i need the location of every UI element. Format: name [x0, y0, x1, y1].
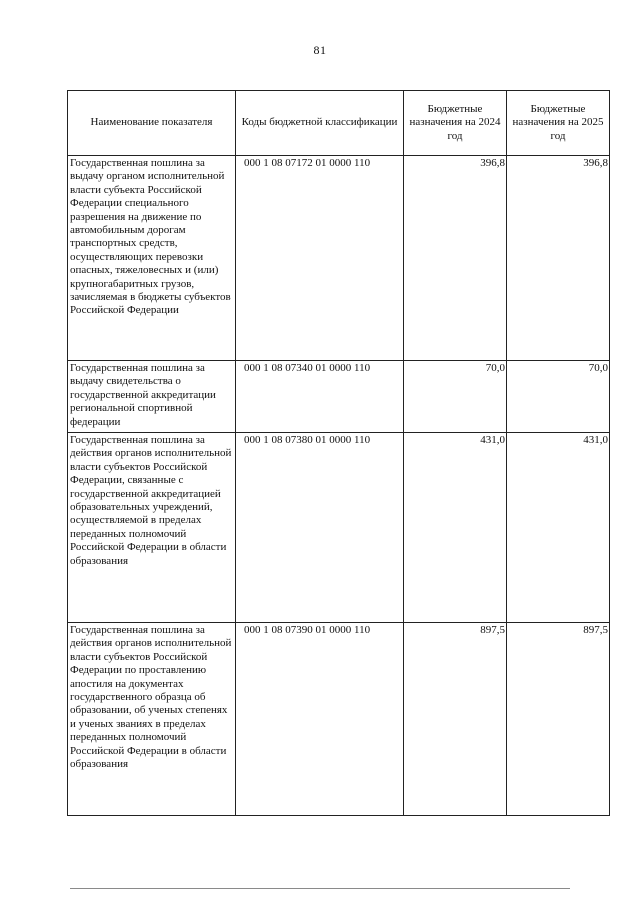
page-number: 81 [313, 43, 327, 57]
budget-revenue-table [67, 90, 610, 816]
amount-2024-cell: 897,5 [404, 623, 507, 816]
indicator-name-cell: Государственная пошлина за выдачу свидетельства о государственной аккредитации региональной спортивной федерации [68, 361, 236, 433]
amount-2024-cell: 70,0 [404, 361, 507, 433]
table-row [68, 623, 610, 816]
header-appropriations-2024: Бюджетные назначения на 2024 год [404, 91, 507, 156]
budget-code-cell: 000 1 08 07172 01 0000 110 [236, 156, 404, 361]
table-row [68, 433, 610, 623]
amount-2025-cell: 70,0 [507, 361, 610, 433]
indicator-name-cell: Государственная пошлина за выдачу органом исполнительной власти субъекта Российской Федерации специального разрешения на движение по автомобильным дорогам транспортных средств, осуществляющих перевозки опасных, тяжеловесных и (или) крупногабаритных грузов, зачисляемая в бюджеты субъектов Российской Федерации [68, 156, 236, 361]
indicator-name-cell: Государственная пошлина за действия органов исполнительной власти субъектов Российской Федерации, связанные с государственной аккредитацией образовательных учреждений, осуществляемой в пределах переданных полномочий Российской Федерации в области образования [68, 433, 236, 623]
budget-code-cell: 000 1 08 07380 01 0000 110 [236, 433, 404, 623]
table-header-row [68, 91, 610, 156]
header-indicator-name: Наименование показателя [68, 91, 236, 156]
amount-2024-cell: 431,0 [404, 433, 507, 623]
budget-code-cell: 000 1 08 07390 01 0000 110 [236, 623, 404, 816]
table-row [68, 156, 610, 361]
amount-2025-cell: 431,0 [507, 433, 610, 623]
indicator-name-cell: Государственная пошлина за действия органов исполнительной власти субъектов Российской Федерации по проставлению апостиля на документах государственного образца об образовании, об ученых степенях и ученых званиях в пределах переданных полномочий Российской Федерации в области образования [68, 623, 236, 816]
budget-code-cell: 000 1 08 07340 01 0000 110 [236, 361, 404, 433]
header-appropriations-2025: Бюджетные назначения на 2025 год [507, 91, 610, 156]
table-row [68, 361, 610, 433]
amount-2025-cell: 396,8 [507, 156, 610, 361]
amount-2025-cell: 897,5 [507, 623, 610, 816]
header-budget-codes: Коды бюджетной классификации [236, 91, 404, 156]
footer-rule [70, 888, 570, 889]
amount-2024-cell: 396,8 [404, 156, 507, 361]
